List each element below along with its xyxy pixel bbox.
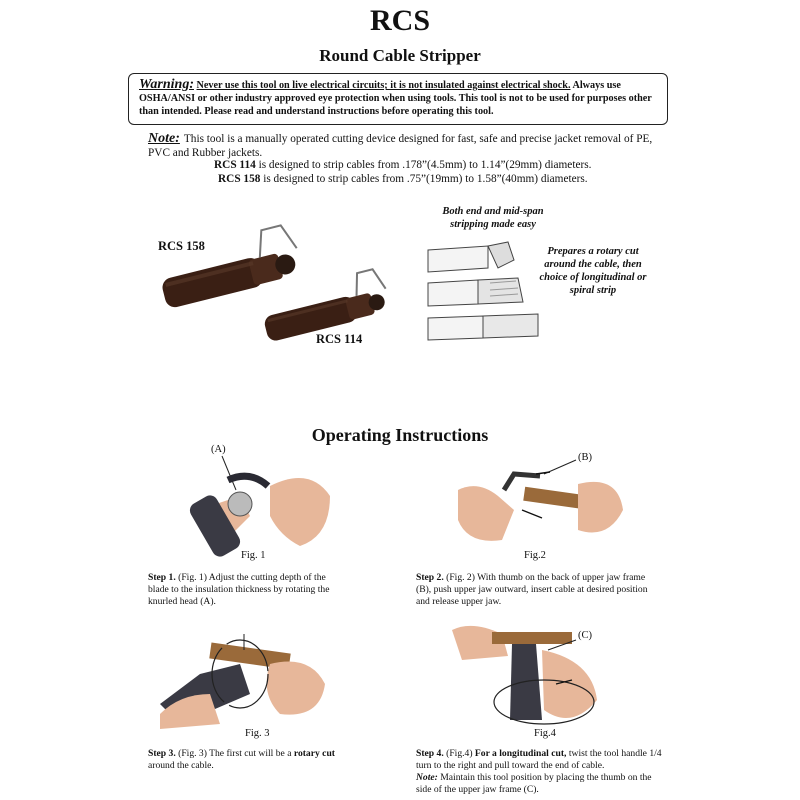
fig4-marker: (C)	[578, 630, 592, 641]
step2-text	[416, 572, 661, 608]
step2-body: (Fig. 2) With thumb on the back of upper jaw frame (B), push upper jaw outward, insert cable at desired position and release upper jaw.	[416, 572, 648, 607]
page-subtitle: Round Cable Stripper	[319, 46, 481, 65]
rcs114-tool-image	[255, 270, 405, 345]
note-text: This tool is a manually operated cutting device designed for fast, safe and precise jacket removal of PE, PVC and Rubber jackets.	[148, 133, 653, 159]
step4-text	[416, 748, 666, 796]
caption-rotary-cut: Prepares a rotary cut around the cable, then choice of longitudinal or spiral strip	[539, 246, 647, 296]
spec-rcs114	[214, 159, 591, 171]
step1-body: (Fig. 1) Adjust the cutting depth of the blade to the insulation thickness by rotating the knurled head (A).	[148, 572, 330, 607]
step1-label: Step 1.	[148, 572, 176, 583]
spec-rcs114-model: RCS 114	[214, 159, 256, 171]
fig3-caption: Fig. 3	[245, 728, 270, 739]
step3-bold: rotary cut	[293, 748, 335, 759]
warning-label: Warning:	[139, 77, 194, 92]
step4-note-label: Note:	[416, 772, 438, 783]
step4-body-a: (Fig.4)	[446, 748, 473, 759]
fig4-photo	[452, 620, 602, 730]
step3-body-b: around the cable.	[148, 760, 214, 771]
label-rcs114: RCS 114	[316, 332, 363, 346]
warning-text: Always use OSHA/ANSI or other industry approved eye protection when using tools. This tool is not to be used for purposes other than intended. Please read and understand instructions before operating this tool.	[139, 80, 652, 117]
page-title: RCS	[369, 4, 430, 37]
fig4-caption: Fig.4	[534, 728, 556, 739]
note-block	[148, 132, 668, 160]
fig2-marker: (B)	[578, 452, 592, 463]
note-label: Note:	[148, 131, 180, 146]
step4-bold: For a longitudinal cut,	[474, 748, 567, 759]
fig1-photo	[180, 456, 340, 556]
step3-label: Step 3.	[148, 748, 176, 759]
step4-note-text: Maintain this tool position by placing the thumb on the side of the upper jaw frame (C).	[416, 772, 652, 795]
spec-rcs158-text: is designed to strip cables from .75”(19mm) to 1.58”(40mm) diameters.	[263, 173, 588, 185]
spec-rcs158	[218, 173, 588, 185]
label-rcs158: RCS 158	[158, 239, 205, 253]
fig1-caption: Fig. 1	[241, 550, 266, 561]
step1-text	[148, 572, 343, 608]
step2-label: Step 2.	[416, 572, 444, 583]
caption-both-end: Both end and mid-span stripping made easy	[442, 206, 544, 230]
cable-stripping-diagram	[428, 238, 558, 348]
warning-box	[128, 73, 668, 125]
fig3-photo	[160, 634, 330, 729]
step4-body-b: twist the tool handle 1/4 turn to the right and pull toward the end of cable.	[416, 748, 662, 771]
spec-rcs114-text: is designed to strip cables from .178”(4.5mm) to 1.14”(29mm) diameters.	[258, 159, 592, 171]
step4-label: Step 4.	[416, 748, 444, 759]
step3-text	[148, 748, 353, 772]
spec-rcs158-model: RCS 158	[218, 173, 261, 185]
fig2-photo	[458, 460, 628, 550]
operating-instructions-heading: Operating Instructions	[311, 425, 489, 445]
fig1-marker: (A)	[211, 444, 226, 455]
step3-body-a: (Fig. 3) The first cut will be a	[178, 748, 292, 759]
warning-underlined-text: Never use this tool on live electrical circuits; it is not insulated against electrical shock.	[196, 80, 571, 91]
fig2-caption: Fig.2	[524, 550, 546, 561]
